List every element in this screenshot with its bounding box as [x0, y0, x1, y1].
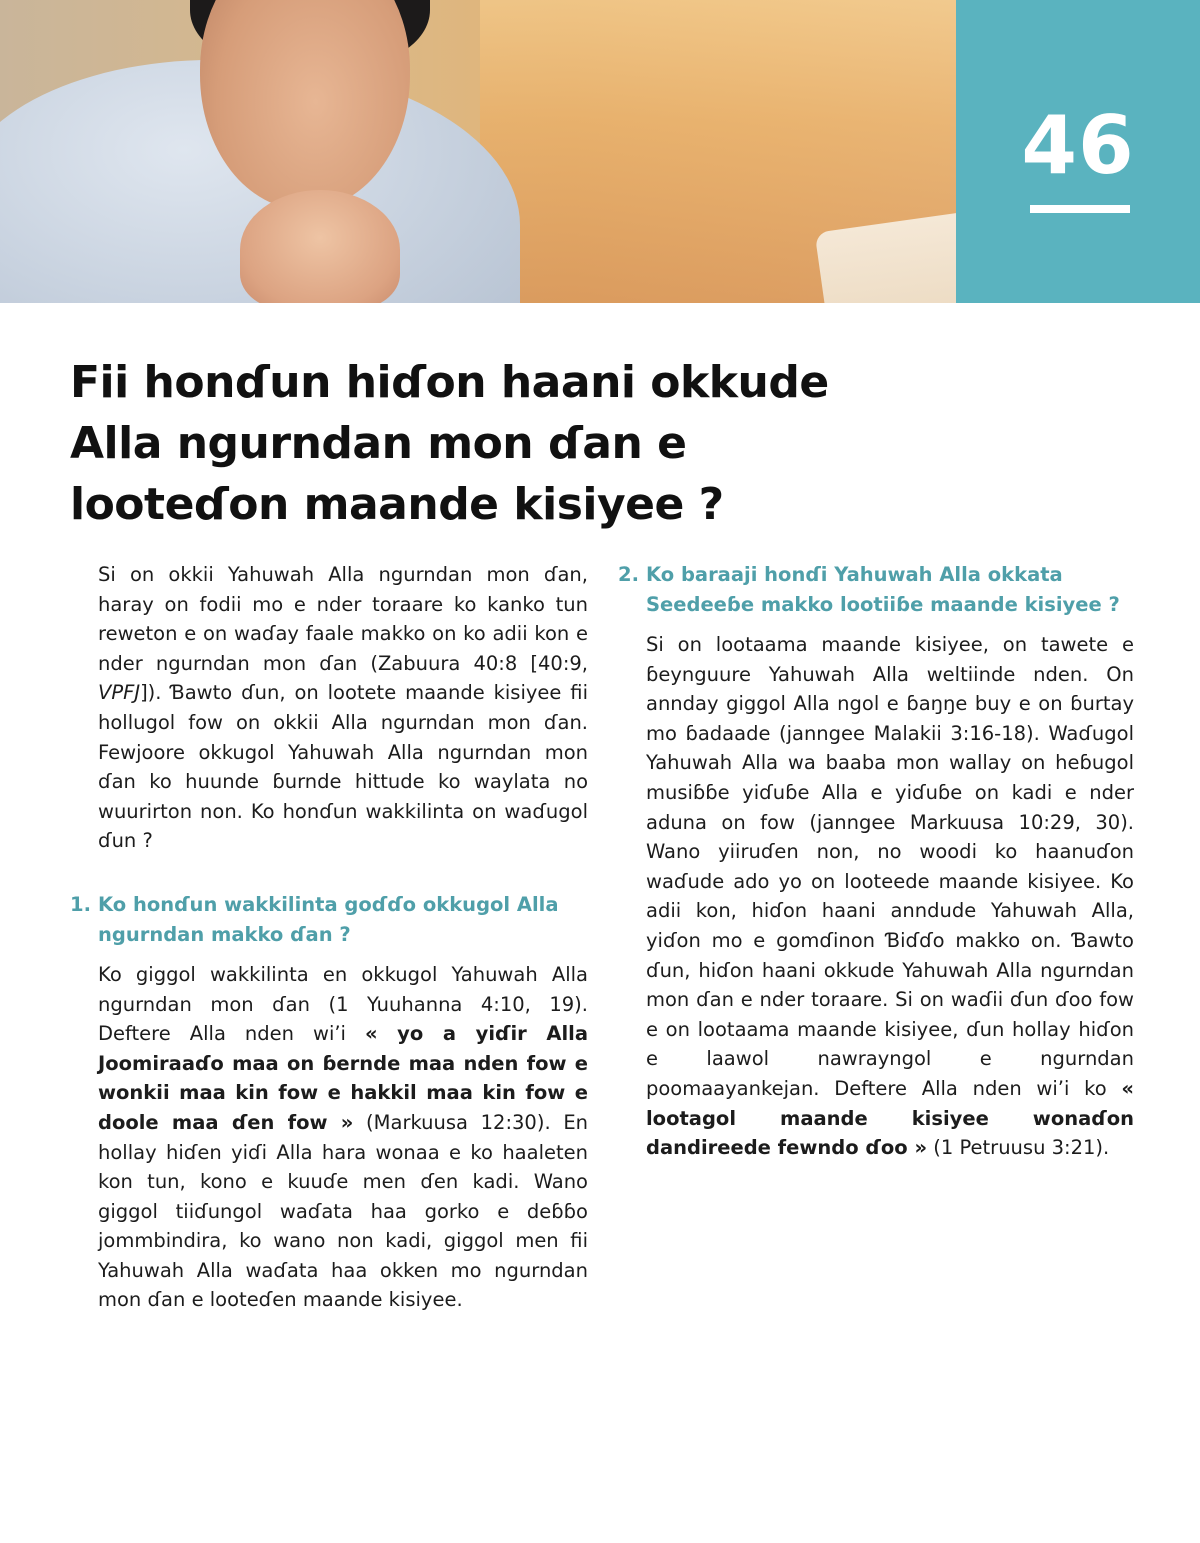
section-1-number: 1. — [70, 892, 91, 916]
section-2-number: 2. — [618, 563, 639, 586]
praying-hands — [240, 190, 400, 303]
section-2-heading: 2. Ko baraaji honɗi Yahuwah Alla okkata Seedeeɓe makko lootiiɓe maande kisiyee ? — [618, 560, 1134, 620]
section-1-paragraph: Ko giggol wakkilinta en okkugol Yahuwah Alla ngurndan mon ɗan (1 Yuuhanna 4:10, 19). Deftere Alla nden wi’i « yo a yiɗir Alla Joomiraaɗo maa on ɓernde maa nden fow e wonkii maa kin fow e hakkil maa kin fow e doole maa ɗen fow » (Markuusa 12:30). En hollay hiɗen yiɗi Alla hara wonaa e ko haaleten kon tun, kono e kuuɗe men ɗen kadi. Wano giggol tiiɗungol waɗata haa gorko e deɓɓo jommbindira, ko wano non kadi, giggol men fii Yahuwah Alla waɗata haa okken mo ngurndan mon ɗan e looteɗen maande kisiyee. — [98, 962, 588, 1312]
title-line-3: looteɗon maande kisiyee ? — [70, 479, 724, 530]
section-1-quote: « yo a yiɗir Alla Joomiraaɗo maa on ɓernde maa nden fow e wonkii maa kin fow e hakkil maa kin fow e doole maa ɗen fow » — [98, 1022, 588, 1134]
section-1-heading: 1. Ko honɗun wakkilinta goɗɗo okkugol Alla ngurndan makko ɗan ? — [70, 890, 588, 950]
left-column — [70, 560, 588, 1335]
section-2-quote: « lootagol maande kisiyee wonaɗon dandireede fewndo ɗoo » — [646, 1076, 1134, 1160]
lesson-number: 46 — [1021, 99, 1135, 192]
lesson-number-underline — [1030, 205, 1130, 213]
title-line-1: Fii honɗun hiɗon haani okkude — [70, 357, 829, 408]
page-title — [70, 352, 870, 535]
lesson-badge — [956, 0, 1200, 303]
right-column — [618, 560, 1134, 1183]
section-2-paragraph: Si on lootaama maande kisiyee, on tawete e ɓeynguure Yahuwah Alla weltiinde nden. On annday giggol Alla ngol e ɓaŋŋe buy e on ɓurtay mo ɓadaade (janngee Malakii 3:16-18). Waɗugol Yahuwah Alla wa baaba mon wallay on heɓugol musiɓɓe yiɗuɓe Alla e yiɗuɓe on kadi e nder aduna on fow (janngee Markuusa 10:29, 30). Wano yiiruɗen non, no woodi ko haanuɗon waɗude ado yo on looteede maande kisiyee. Ko adii kon, hiɗon haani anndude Yahuwah Alla, yiɗon mo e gomɗinon Ɓiɗɗo makko on. Ɓawto ɗun, hiɗon haani okkude Yahuwah Alla ngurndan mon ɗan e nder toraare. Si on waɗii ɗun ɗoo fow e on lootaama maande kisiyee, ɗun hollay hiɗon e laawol nawrayngol e ngurndan poomaayankejan. Deftere Alla nden wi’i ko « lootagol maande kisiyee wonaɗon dandireede fewndo ɗoo » (1 Petruusu 3:21). — [646, 633, 1134, 1160]
title-line-2: Alla ngurndan mon ɗan e — [70, 418, 687, 469]
hero-photo — [0, 0, 956, 303]
intro-paragraph: Si on okkii Yahuwah Alla ngurndan mon ɗan, haray on fodii mo e nder toraare ko kanko tun reweton e on waɗay faale makko on ko adii kon e nder ngurndan mon ɗan (Zabuura 40:8 [40:9, VPFJ]). Ɓawto ɗun, on lootete maande kisiyee fii hollugol fow on okkii Alla ngurndan mon ɗan. Fewjoore okkugol Yahuwah Alla ngurndan mon ɗan ko huunde ɓurnde hittude ko waylata no wuurirton non. Ko honɗun wakkilinta on waɗugol ɗun ? — [98, 563, 588, 853]
intro-italic: VPFJ — [98, 681, 141, 705]
